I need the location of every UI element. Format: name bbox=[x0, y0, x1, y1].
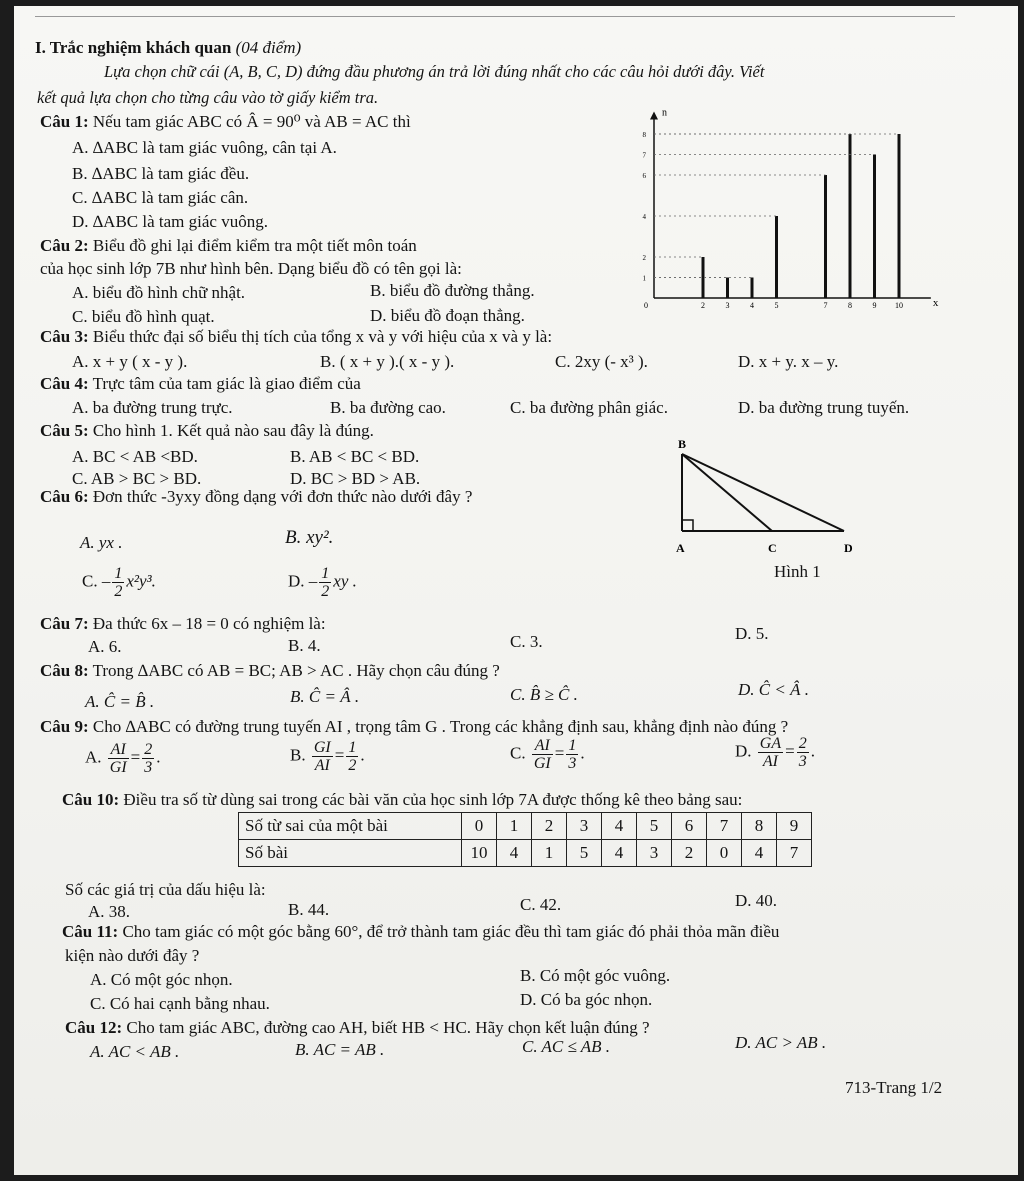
page-footer: 713-Trang 1/2 bbox=[845, 1078, 943, 1097]
q7-label: Câu 7: bbox=[40, 614, 89, 633]
figure-1-caption: Hình 1 bbox=[774, 562, 821, 581]
q8-option-c: C. B̂ ≥ Ĉ . bbox=[510, 685, 578, 704]
q12-stem bbox=[65, 1018, 650, 1038]
q9-d-num: GA bbox=[759, 735, 782, 752]
q11-option-a: A. Có một góc nhọn. bbox=[90, 970, 233, 989]
q5-option-b: B. AB < BC < BD. bbox=[290, 447, 420, 466]
q1-option-c: C. ∆ABC là tam giác cân. bbox=[72, 188, 249, 207]
q3-option-a: A. x + y ( x - y ). bbox=[72, 352, 188, 371]
y-tick-label: 7 bbox=[642, 151, 646, 160]
q6-option-b: B. xy². bbox=[285, 527, 334, 548]
row2-cell: 1 bbox=[532, 840, 567, 867]
q9-d-rhs bbox=[797, 735, 809, 770]
row2-header: Số bài bbox=[239, 840, 462, 867]
row1-cell: 4 bbox=[602, 813, 637, 840]
q11-stem-text: Cho tam giác có một góc bằng 60°, để trở thành tam giác đều thì tam giác đó phải thỏa mãn điều bbox=[122, 922, 780, 941]
q9-d-den: AI bbox=[762, 753, 778, 770]
chart-axes bbox=[650, 112, 931, 299]
q2-option-a: A. biểu đồ hình chữ nhật. bbox=[72, 283, 246, 302]
y-tick-label: 2 bbox=[642, 254, 646, 262]
q10-stem bbox=[62, 790, 742, 810]
q12-option-d: D. AC > AB . bbox=[735, 1033, 827, 1052]
y-tick-label: 4 bbox=[642, 213, 646, 221]
q3-label: Câu 3: bbox=[40, 327, 89, 346]
q6-c-fraction bbox=[112, 565, 124, 600]
q2-option-c: C. biểu đồ hình quạt. bbox=[72, 307, 215, 326]
q9-stem-text: Cho ∆ABC có đường trung tuyến AI , trọng tâm G . Trong các khẳng định sau, khẳng định nào đúng ? bbox=[92, 717, 789, 736]
q9-c-den: GI bbox=[533, 755, 551, 772]
q9-d-val: 2 bbox=[798, 735, 807, 752]
q9-a-num: AI bbox=[108, 741, 129, 759]
row2-cell: 4 bbox=[497, 840, 532, 867]
x-tick-label: 7 bbox=[823, 301, 828, 310]
row1-cell: 7 bbox=[707, 813, 742, 840]
q7-stem bbox=[40, 614, 326, 634]
q10-option-d: D. 40. bbox=[735, 891, 778, 910]
q10-option-b: B. 44. bbox=[288, 900, 330, 919]
figure-1 bbox=[672, 436, 862, 556]
q6-label: Câu 6: bbox=[40, 487, 89, 506]
row2-cell: 10 bbox=[462, 840, 497, 867]
row2-cell: 7 bbox=[777, 840, 812, 867]
q2-label: Câu 2: bbox=[40, 236, 89, 255]
q2-stem-text: Biểu đồ ghi lại điểm kiểm tra một tiết môn toán bbox=[92, 236, 417, 255]
row1-cell: 1 bbox=[497, 813, 532, 840]
row2-cell: 3 bbox=[637, 840, 672, 867]
instruction-line-2: kết quả lựa chọn cho từng câu vào tờ giấy kiểm tra. bbox=[37, 88, 379, 107]
q5-stem-text: Cho hình 1. Kết quả nào sau đây là đúng. bbox=[92, 421, 374, 440]
row1-header: Số từ sai của một bài bbox=[239, 813, 462, 840]
q4-stem-text: Trực tâm của tam giác là giao điểm của bbox=[92, 374, 361, 393]
q9-c-lhs bbox=[532, 737, 553, 772]
q2-option-d: D. biểu đồ đoạn thẳng. bbox=[370, 306, 525, 325]
q7-option-c: C. 3. bbox=[510, 632, 543, 651]
q9-option-d: D. $\frac{GA}{AI}$ = $\frac{2}{3}$ . bbox=[735, 735, 815, 770]
q1-option-d: D. ∆ABC là tam giác vuông. bbox=[72, 212, 268, 231]
q4-option-b: B. ba đường cao. bbox=[330, 398, 446, 417]
q6-c-tail: x²y³. bbox=[126, 571, 156, 591]
q5-label: Câu 5: bbox=[40, 421, 89, 440]
q11-option-d: D. Có ba góc nhọn. bbox=[520, 990, 653, 1009]
point-b-label: B bbox=[678, 437, 687, 451]
q12-option-c: C. AC ≤ AB . bbox=[522, 1037, 611, 1056]
q10-question: Số các giá trị của dấu hiệu là: bbox=[65, 880, 266, 899]
q7-option-d: D. 5. bbox=[735, 624, 769, 643]
q9-a-prefix: A. bbox=[85, 747, 102, 767]
q7-option-b: B. 4. bbox=[288, 636, 321, 655]
row1-cell: 0 bbox=[462, 813, 497, 840]
q9-d-val-den: 3 bbox=[798, 753, 807, 770]
row1-cell: 2 bbox=[532, 813, 567, 840]
q6-option-d: D. – $\frac{1}{2}$ xy . bbox=[288, 565, 357, 600]
q8-option-a: A. Ĉ = B̂ . bbox=[85, 692, 155, 711]
q10-option-c: C. 42. bbox=[520, 895, 562, 914]
q9-c-num: AI bbox=[532, 737, 553, 755]
q3-option-d: D. x + y. x – y. bbox=[738, 352, 839, 371]
q1-label: Câu 1: bbox=[40, 112, 89, 131]
y-axis-label: n bbox=[662, 110, 667, 119]
q12-option-a: A. AC < AB . bbox=[90, 1042, 180, 1061]
q7-option-a: A. 6. bbox=[88, 637, 122, 656]
q5-option-c: C. AB > BC > BD. bbox=[72, 469, 202, 488]
q8-stem bbox=[40, 661, 500, 681]
q6-option-a: A. yx . bbox=[80, 533, 123, 552]
q9-option-a: A. $\frac{AI}{GI}$ = $\frac{2}{3}$ . bbox=[85, 741, 161, 776]
q6-c-prefix: C. bbox=[82, 571, 98, 591]
q10-option-a: A. 38. bbox=[88, 902, 131, 921]
x-axis-label: x bbox=[932, 297, 939, 309]
x-tick-label: 9 bbox=[872, 301, 877, 310]
q9-d-lhs bbox=[758, 735, 783, 770]
q8-stem-text: Trong ∆ABC có AB = BC; AB > AC . Hãy chọn câu đúng ? bbox=[92, 661, 500, 680]
q2-option-b: B. biểu đồ đường thẳng. bbox=[370, 281, 535, 300]
segment-bd bbox=[682, 454, 844, 531]
q6-d-prefix: D. bbox=[288, 571, 305, 591]
q6-stem bbox=[40, 487, 472, 507]
table-row bbox=[239, 813, 812, 840]
section-heading bbox=[35, 38, 301, 58]
q12-stem-text: Cho tam giác ABC, đường cao AH, biết HB < HC. Hãy chọn kết luận đúng ? bbox=[126, 1018, 650, 1037]
q3-stem bbox=[40, 327, 552, 347]
q9-c-rhs bbox=[566, 737, 578, 772]
q4-label: Câu 4: bbox=[40, 374, 89, 393]
row2-cell: 2 bbox=[672, 840, 707, 867]
row2-cell: 4 bbox=[602, 840, 637, 867]
q6-c-den: 2 bbox=[114, 583, 123, 600]
q11-stem-2: kiện nào dưới đây ? bbox=[65, 946, 200, 965]
q3-stem-text: Biểu thức đại số biểu thị tích của tổng x và y với hiệu của x và y là: bbox=[92, 327, 553, 346]
chart-bars bbox=[654, 134, 899, 298]
q9-a-val-den: 3 bbox=[144, 759, 153, 776]
y-tick-label: 6 bbox=[642, 172, 646, 180]
row2-cell: 5 bbox=[567, 840, 602, 867]
q1-option-a: A. ∆ABC là tam giác vuông, cân tại A. bbox=[72, 138, 337, 157]
q12-option-b: B. AC = AB . bbox=[295, 1040, 385, 1059]
y-axis-arrow bbox=[650, 112, 658, 120]
q8-option-b: B. Ĉ = Â . bbox=[290, 687, 360, 706]
q9-b-num: GI bbox=[313, 739, 331, 756]
q2-stem-1 bbox=[40, 236, 417, 256]
q3-option-c: C. 2xy (- x³ ). bbox=[555, 352, 648, 371]
q4-option-a: A. ba đường trung trực. bbox=[72, 398, 233, 417]
q11-option-c: C. Có hai cạnh bằng nhau. bbox=[90, 994, 270, 1013]
instruction-line-1: Lựa chọn chữ cái (A, B, C, D) đứng đầu phương án trả lời đúng nhất cho các câu hỏi dưới đây. Viết bbox=[104, 62, 765, 81]
q9-b-prefix: B. bbox=[290, 745, 306, 765]
q9-a-lhs bbox=[108, 741, 129, 776]
y-tick-label: 8 bbox=[642, 131, 646, 139]
q1-option-b: B. ∆ABC là tam giác đều. bbox=[72, 164, 250, 183]
q9-c-val: 1 bbox=[568, 737, 577, 754]
section-points: (04 điểm) bbox=[235, 38, 302, 57]
q9-a-rhs bbox=[142, 741, 154, 776]
section-title: I. Trắc nghiệm khách quan bbox=[35, 38, 232, 57]
q2-stem-2: của học sinh lớp 7B như hình bên. Dạng biểu đồ có tên gọi là: bbox=[40, 259, 462, 278]
y-tick-label: 1 bbox=[642, 274, 646, 283]
q6-d-fraction bbox=[319, 565, 331, 600]
x-tick-label: 10 bbox=[895, 301, 903, 310]
q6-d-den: 2 bbox=[321, 583, 330, 600]
q1-stem-text: Nếu tam giác ABC có Â = 90⁰ và AB = AC thì bbox=[92, 112, 411, 131]
q9-option-c: C. $\frac{AI}{GI}$ = $\frac{1}{3}$ . bbox=[510, 737, 585, 772]
row1-cell: 6 bbox=[672, 813, 707, 840]
right-angle-mark bbox=[682, 520, 693, 531]
q10-table bbox=[238, 812, 812, 867]
q5-option-a: A. BC < AB <BD. bbox=[72, 447, 198, 466]
q11-label: Câu 11: bbox=[62, 922, 119, 941]
q6-stem-text: Đơn thức -3yxy đồng dạng với đơn thức nào dưới đây ? bbox=[92, 487, 473, 506]
x-tick-label: 3 bbox=[725, 301, 730, 310]
q12-label: Câu 12: bbox=[65, 1018, 123, 1037]
q11-stem-1 bbox=[62, 922, 779, 942]
top-rule bbox=[35, 16, 955, 17]
point-d-label: D bbox=[844, 541, 853, 555]
chart-labels bbox=[643, 110, 939, 310]
x-tick-label: 0 bbox=[644, 301, 648, 310]
q5-option-d: D. BC > BD > AB. bbox=[290, 469, 421, 488]
q9-a-den: GI bbox=[109, 759, 127, 776]
q11-option-b: B. Có một góc vuông. bbox=[520, 966, 671, 985]
q9-b-lhs bbox=[312, 739, 333, 774]
q9-d-prefix: D. bbox=[735, 741, 752, 761]
q9-c-prefix: C. bbox=[510, 743, 526, 763]
point-a-label: A bbox=[676, 541, 685, 555]
q9-b-val: 1 bbox=[348, 739, 357, 756]
q9-b-val-den: 2 bbox=[348, 757, 357, 774]
score-chart bbox=[632, 110, 944, 315]
point-c-label: C bbox=[768, 541, 777, 555]
x-tick-label: 2 bbox=[701, 301, 705, 310]
row2-cell: 4 bbox=[742, 840, 777, 867]
q4-option-c: C. ba đường phân giác. bbox=[510, 398, 668, 417]
row1-cell: 8 bbox=[742, 813, 777, 840]
q4-option-d: D. ba đường trung tuyến. bbox=[738, 398, 910, 417]
q6-d-tail: xy . bbox=[333, 571, 357, 591]
q9-option-b: B. $\frac{GI}{AI}$ = $\frac{1}{2}$ . bbox=[290, 739, 365, 774]
row1-cell: 3 bbox=[567, 813, 602, 840]
row1-cell: 5 bbox=[637, 813, 672, 840]
q10-stem-text: Điều tra số từ dùng sai trong các bài văn của học sinh lớp 7A được thống kê theo bảng sau: bbox=[123, 790, 743, 809]
q3-option-b: B. ( x + y ).( x - y ). bbox=[320, 352, 455, 371]
q9-b-rhs bbox=[346, 739, 358, 774]
x-tick-label: 8 bbox=[848, 301, 852, 310]
q6-option-c: C. – $\frac{1}{2}$ x²y³. bbox=[82, 565, 156, 600]
q8-option-d: D. Ĉ < Â . bbox=[738, 680, 809, 699]
segment-bc bbox=[682, 454, 772, 531]
q5-stem bbox=[40, 421, 374, 441]
q9-b-den: AI bbox=[314, 757, 330, 774]
q9-a-val: 2 bbox=[144, 741, 153, 758]
q1-stem bbox=[40, 112, 411, 132]
table-row bbox=[239, 840, 812, 867]
x-tick-label: 4 bbox=[750, 301, 754, 310]
q6-d-num: 1 bbox=[321, 565, 330, 582]
q9-stem bbox=[40, 717, 788, 737]
q8-label: Câu 8: bbox=[40, 661, 89, 680]
q7-stem-text: Đa thức 6x – 18 = 0 có nghiệm là: bbox=[92, 614, 326, 633]
x-tick-label: 5 bbox=[774, 301, 779, 310]
row1-cell: 9 bbox=[777, 813, 812, 840]
q10-label: Câu 10: bbox=[62, 790, 120, 809]
q9-c-val-den: 3 bbox=[568, 755, 577, 772]
row2-cell: 0 bbox=[707, 840, 742, 867]
q6-c-num: 1 bbox=[114, 565, 123, 582]
q9-label: Câu 9: bbox=[40, 717, 89, 736]
q4-stem bbox=[40, 374, 361, 394]
